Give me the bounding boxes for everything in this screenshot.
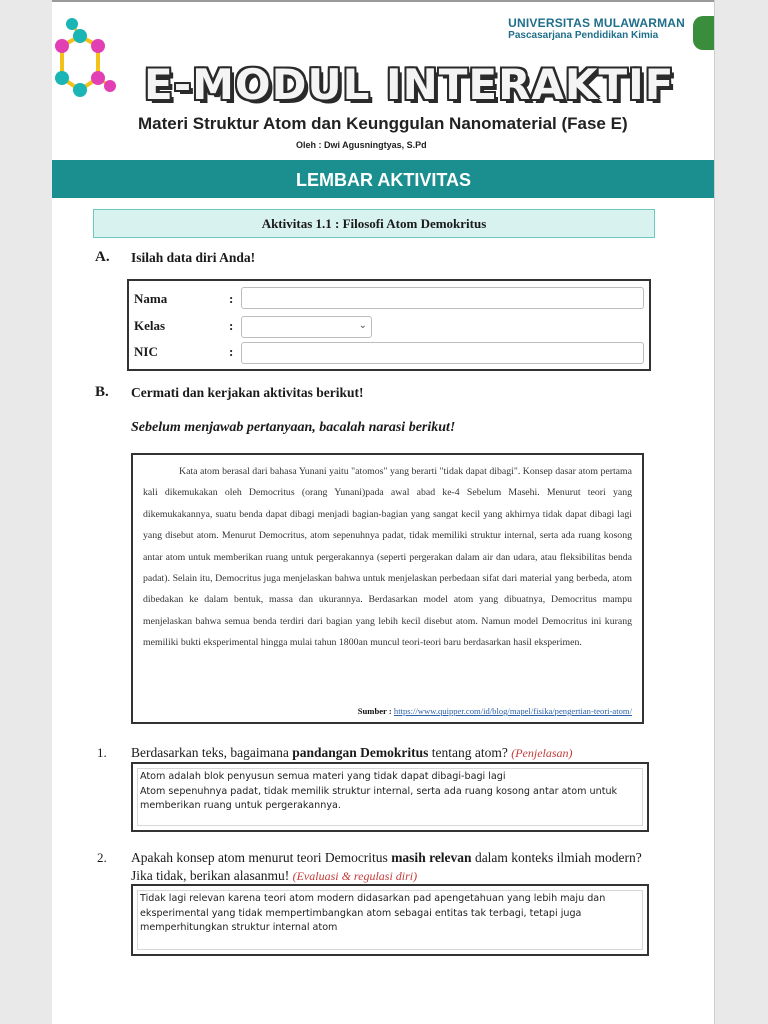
kelas-colon: : [229, 318, 234, 333]
question-2-number: 2. [97, 850, 107, 865]
question-1-number: 1. [97, 745, 107, 760]
section-b-letter: B. [95, 384, 109, 400]
question-2-answer-box[interactable] [131, 884, 649, 956]
question-2-text-end: dalam konteks ilmiah modern? Jika tidak, berikan alasanmu! [131, 850, 642, 883]
reading-instruction: Sebelum menjawab pertanyaan, bacalah narasi berikut! [131, 420, 456, 435]
chevron-down-icon: ⌄ [358, 320, 367, 331]
question-1-answer-box[interactable] [131, 762, 649, 832]
source-label: Sumber : [357, 706, 392, 716]
module-title: E-MODUL INTERAKTIF [144, 60, 675, 109]
nic-input[interactable] [241, 342, 644, 364]
university-logo-icon [693, 16, 715, 50]
kelas-label: Kelas [134, 318, 166, 333]
section-a-heading: Isilah data diri Anda! [131, 250, 256, 265]
nic-label: NIC [134, 344, 158, 359]
activity-sheet-banner: LEMBAR AKTIVITAS [52, 160, 715, 198]
question-2-emphasis: masih relevan [391, 850, 472, 865]
question-1-answer-line-2: Atom sepenuhnya padat, tidak memilik struktur internal, serta ada ruang kosong antar atom untuk memberikan ruang untuk pergerakannya. [140, 785, 618, 811]
source-citation [358, 706, 632, 716]
question-1-answer-line-1: Atom adalah blok penyusun semua materi yang tidak dapat dibagi-bagi lagi [140, 771, 506, 782]
module-author: Oleh : Dwi Agusningtyas, S.Pd [296, 140, 427, 150]
kelas-select[interactable] [241, 316, 372, 338]
question-2-skill-tag: (Evaluasi & regulasi diri) [292, 869, 418, 883]
question-1-text-end: tentang atom? [428, 745, 512, 760]
nama-label: Nama [134, 291, 168, 306]
narrative-text: Kata atom berasal dari bahasa Yunani yaitu "atomos" yang berarti "tidak dapat dibagi". Konsep dasar atom pertama kali dikemukakan oleh Democritus (orang Yunani)pada awal abad ke-4 Sebelum Masehi. Menurut teori yang dikemukakannya, suatu benda dapat dibagi menjadi bagian-bagian yang sangat kecil yang akhirnya tidak dapat dibagi lagi yang disebut atom. Menurut Democritus, atom sepenuhnya padat, tidak memiliki struktur internal, serta ada ruang kosong antar atom untuk memberikan ruang untuk pergerakannya (seperti pergerakan dalam air dan udara, atau fleksibilitas benda padat). Selain itu, Democritus juga menjelaskan bahwa untuk menjelaskan perbedaan sifat dari material yang berbeda, atom dibedakan ke dalam bentuk, massa dan ukurannya. Berdasarkan model atom yang dibuatnya, Democritus mampu menjelaskan bahwa semua benda terdiri dari bagian yang lebih kecil disebut atom. Namun model Democritus ini kurang memiliki bukti eksperimental hingga mulai tahun 1800an muncul teori-teori baru berdasarkan hasil eksperimen. [143, 466, 632, 649]
nic-colon: : [229, 344, 234, 359]
question-2-answer-line-1: Tidak lagi relevan karena teori atom modern didasarkan pad apengetahuan yang lebih maju dan eksperimental yang tidak mempertimbangkan atom sebagai entitas tak terbagi, tetapi juga memperhitungkan struktur internal atom [140, 893, 606, 933]
module-header [52, 0, 715, 162]
university-name: UNIVERSITAS MULAWARMAN [508, 16, 685, 30]
nama-colon: : [229, 291, 234, 306]
question-1-emphasis: pandangan Demokritus [292, 745, 429, 760]
question-2-text [131, 849, 651, 885]
source-link[interactable]: https://www.quipper.com/id/blog/mapel/fisika/pengertian-teori-atom/ [393, 706, 632, 716]
narrative-box [131, 453, 644, 724]
program-name: Pascasarjana Pendidikan Kimia [508, 30, 659, 41]
activity-title: Aktivitas 1.1 : Filosofi Atom Demokritus [93, 209, 655, 238]
section-b-heading: Cermati dan kerjakan aktivitas berikut! [131, 385, 364, 400]
form-row-kelas [129, 316, 649, 342]
form-row-nic [129, 342, 649, 368]
module-page [52, 0, 715, 1024]
question-1-text-start: Berdasarkan teks, bagaimana [131, 745, 293, 760]
section-a-letter: A. [95, 249, 110, 265]
nama-input[interactable] [241, 287, 644, 309]
university-label [508, 16, 685, 41]
form-row-nama [129, 287, 649, 313]
module-subtitle: Materi Struktur Atom dan Keunggulan Nanomaterial (Fase E) [138, 114, 628, 133]
identity-form [127, 279, 651, 371]
molecule-logo-icon [52, 16, 122, 111]
question-2-text-start: Apakah konsep atom menurut teori Democritus [131, 850, 392, 865]
question-1-text [131, 744, 651, 762]
question-1-skill-tag: (Penjelasan) [511, 746, 573, 760]
